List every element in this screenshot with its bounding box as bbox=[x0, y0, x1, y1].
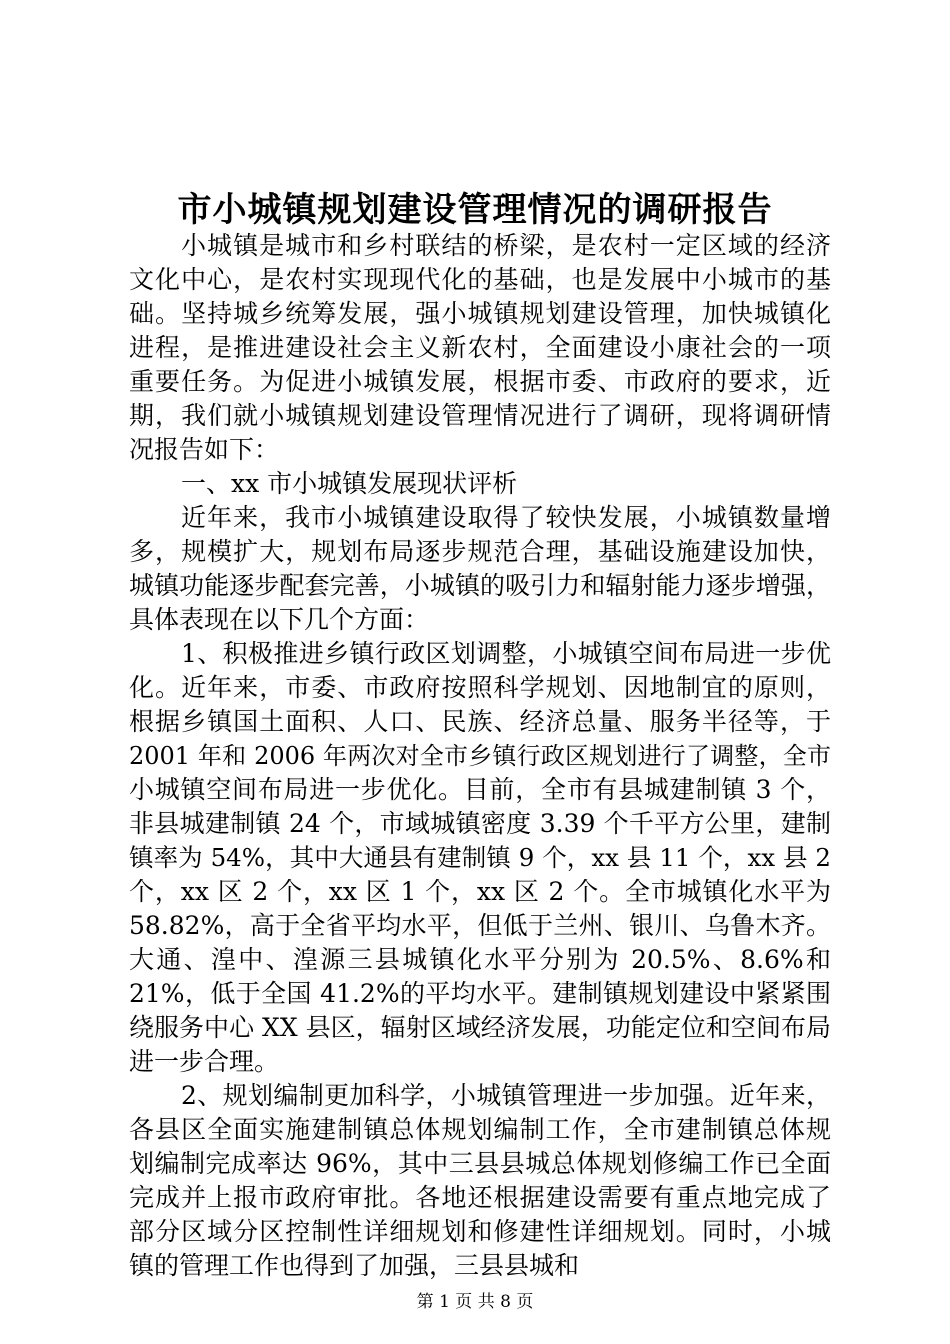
text-line: 58.82%，高于全省平均水平，但低于兰州、银川、乌鲁木齐。 bbox=[129, 911, 831, 940]
text-line: 化。近年来，市委、市政府按照科学规划、因地制宜的原则， bbox=[129, 673, 831, 702]
text-line: 多，规模扩大，规划布局逐步规范合理，基础设施建设加快， bbox=[129, 537, 831, 566]
page-footer: 第 1 页 共 8 页 bbox=[416, 1292, 534, 1312]
text-line: 绕服务中心 XX 县区，辐射区域经济发展，功能定位和空间布局 bbox=[129, 1013, 831, 1042]
text-line: 城镇功能逐步配套完善，小城镇的吸引力和辐射能力逐步增强， bbox=[129, 571, 831, 600]
text-line: 小城镇空间布局进一步优化。目前，全市有县城建制镇 3 个， bbox=[129, 775, 831, 804]
text-line: 期，我们就小城镇规划建设管理情况进行了调研，现将调研情 bbox=[129, 401, 831, 430]
text-line: 一、xx 市小城镇发展现状评析 bbox=[181, 469, 518, 498]
text-line: 近年来，我市小城镇建设取得了较快发展，小城镇数量增 bbox=[181, 503, 831, 532]
text-line: 2、规划编制更加科学，小城镇管理进一步加强。近年来， bbox=[181, 1081, 831, 1110]
text-line: 个，xx 区 2 个，xx 区 1 个，xx 区 2 个。全市城镇化水平为 bbox=[129, 877, 831, 906]
text-line: 进一步合理。 bbox=[129, 1047, 280, 1076]
text-line: 2001 年和 2006 年两次对全市乡镇行政区规划进行了调整，全市 bbox=[129, 742, 831, 770]
text-line: 进程，是推进建设社会主义新农村，全面建设小康社会的一项 bbox=[129, 333, 831, 362]
text-line: 小城镇是城市和乡村联结的桥梁，是农村一定区域的经济 bbox=[181, 231, 831, 260]
text-line: 重要任务。为促进小城镇发展，根据市委、市政府的要求，近 bbox=[129, 367, 831, 396]
text-line: 础。坚持城乡统筹发展，强小城镇规划建设管理，加快城镇化 bbox=[129, 299, 831, 328]
text-line: 文化中心，是农村实现现代化的基础，也是发展中小城市的基 bbox=[129, 265, 831, 294]
text-line: 况报告如下： bbox=[129, 435, 280, 464]
text-line: 1、积极推进乡镇行政区划调整，小城镇空间布局进一步优 bbox=[181, 639, 831, 668]
text-line: 镇的管理工作也得到了加强，三县县城和 bbox=[129, 1251, 580, 1280]
text-line: 划编制完成率达 96%，其中三县县城总体规划修编工作已全面 bbox=[129, 1149, 831, 1178]
document-title: 市小城镇规划建设管理情况的调研报告 bbox=[177, 190, 773, 230]
text-line: 部分区域分区控制性详细规划和修建性详细规划。同时，小城 bbox=[129, 1217, 831, 1246]
text-line: 非县城建制镇 24 个，市域城镇密度 3.39 个千平方公里，建制 bbox=[129, 809, 831, 838]
document-body bbox=[129, 229, 831, 1283]
text-line: 完成并上报市政府审批。各地还根据建设需要有重点地完成了 bbox=[129, 1183, 831, 1212]
text-line: 具体表现在以下几个方面： bbox=[129, 605, 430, 634]
text-line: 各县区全面实施建制镇总体规划编制工作，全市建制镇总体规 bbox=[129, 1115, 831, 1144]
text-line: 根据乡镇国土面积、人口、民族、经济总量、服务半径等，于 bbox=[129, 707, 831, 736]
text-line: 镇率为 54%，其中大通县有建制镇 9 个，xx 县 11 个，xx 县 2 bbox=[129, 843, 831, 872]
text-line: 大通、湟中、湟源三县城镇化水平分别为 20.5%、8.6%和 bbox=[129, 945, 831, 974]
text-line: 21%，低于全国 41.2%的平均水平。建制镇规划建设中紧紧围 bbox=[129, 979, 831, 1008]
